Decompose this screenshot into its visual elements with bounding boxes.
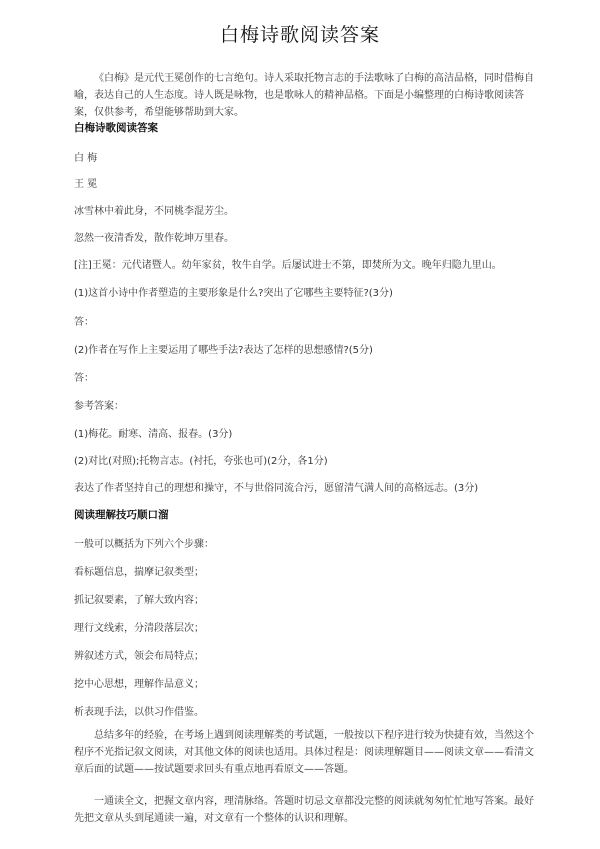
poem-line-1: 冰雪林中着此身，不同桃李混芳尘。: [74, 206, 234, 217]
step-item: 看标题信息，揣摩记叙类型；: [74, 567, 204, 578]
step-item: 抓记叙要素，了解大致内容；: [74, 595, 204, 606]
step-item: 析表现手法，以供习作借鉴。: [74, 707, 204, 718]
step-item: 理行文线索，分清段落层次；: [74, 623, 204, 634]
poem-line-2: 忽然一夜清香发，散作乾坤万里春。: [74, 233, 234, 244]
page-title: 白梅诗歌阅读答案: [219, 24, 380, 46]
reference-answer-2: (2)对比(对照);托物言志。(衬托，夸张也可)(2分，各1分): [74, 456, 328, 467]
method-paragraph: 总结多年的经验，在考场上遇到阅读理解类的考试题，一般按以下程序进行较为快捷有效，当然这个程序不光指记叙文阅读，对其他文体的阅读也适用。具体过程是：阅读理解题目——阅读文章——看清文章后面的试题——按试题要求回头有重点地再看原文——答题。: [74, 730, 534, 775]
step-item: 挖中心思想，理解作品意义；: [74, 679, 204, 690]
step-item: 辨叙述方式，领会布局特点；: [74, 651, 204, 662]
question-2: (2)作者在写作上主要运用了哪些手法?表达了怎样的思想感情?(5分): [74, 345, 373, 356]
answer-1-label: 答：: [74, 317, 94, 328]
poem-note: [注]王冕：元代诸暨人。幼年家贫，牧牛自学。后屡试进士不第，即焚所为文。晚年归隐九里山。: [74, 260, 502, 271]
poem-title: 白 梅: [74, 153, 98, 164]
section-heading-tips: 阅读理解技巧顺口溜: [74, 509, 169, 521]
section-heading-answers: 白梅诗歌阅读答案: [74, 122, 158, 134]
answer-2-label: 答：: [74, 373, 94, 384]
reference-answer-3: 表达了作者坚持自己的理想和操守，不与世俗同流合污，愿留清气满人间的高格远志。(3分): [74, 483, 479, 494]
reference-answer-1: (1)梅花。耐寒、清高、报春。(3分): [74, 429, 233, 440]
poem-author: 王 冕: [74, 179, 98, 190]
intro-paragraph: 《白梅》是元代王冕创作的七言绝句。诗人采取托物言志的手法歌咏了白梅的高洁品格，同时借梅自喻，表达自己的人生态度。诗人既是咏物，也是歌咏人的精神品格。下面是小编整理的白梅诗歌阅读答案，仅供参考，希望能够帮助到大家。: [74, 73, 534, 118]
steps-intro: 一般可以概括为下列六个步骤：: [74, 539, 214, 550]
question-1: (1)这首小诗中作者塑造的主要形象是什么?突出了它哪些主要特征?(3分): [74, 288, 393, 299]
reference-answer-label: 参考答案：: [74, 401, 124, 412]
reading-paragraph: 一通读全文，把握文章内容，理清脉络。答题时切忌文章都没完整的阅读就匆匆忙忙地写答案。最好先把文章从头到尾通读一遍，对文章有一个整体的认识和理解。: [74, 796, 534, 824]
